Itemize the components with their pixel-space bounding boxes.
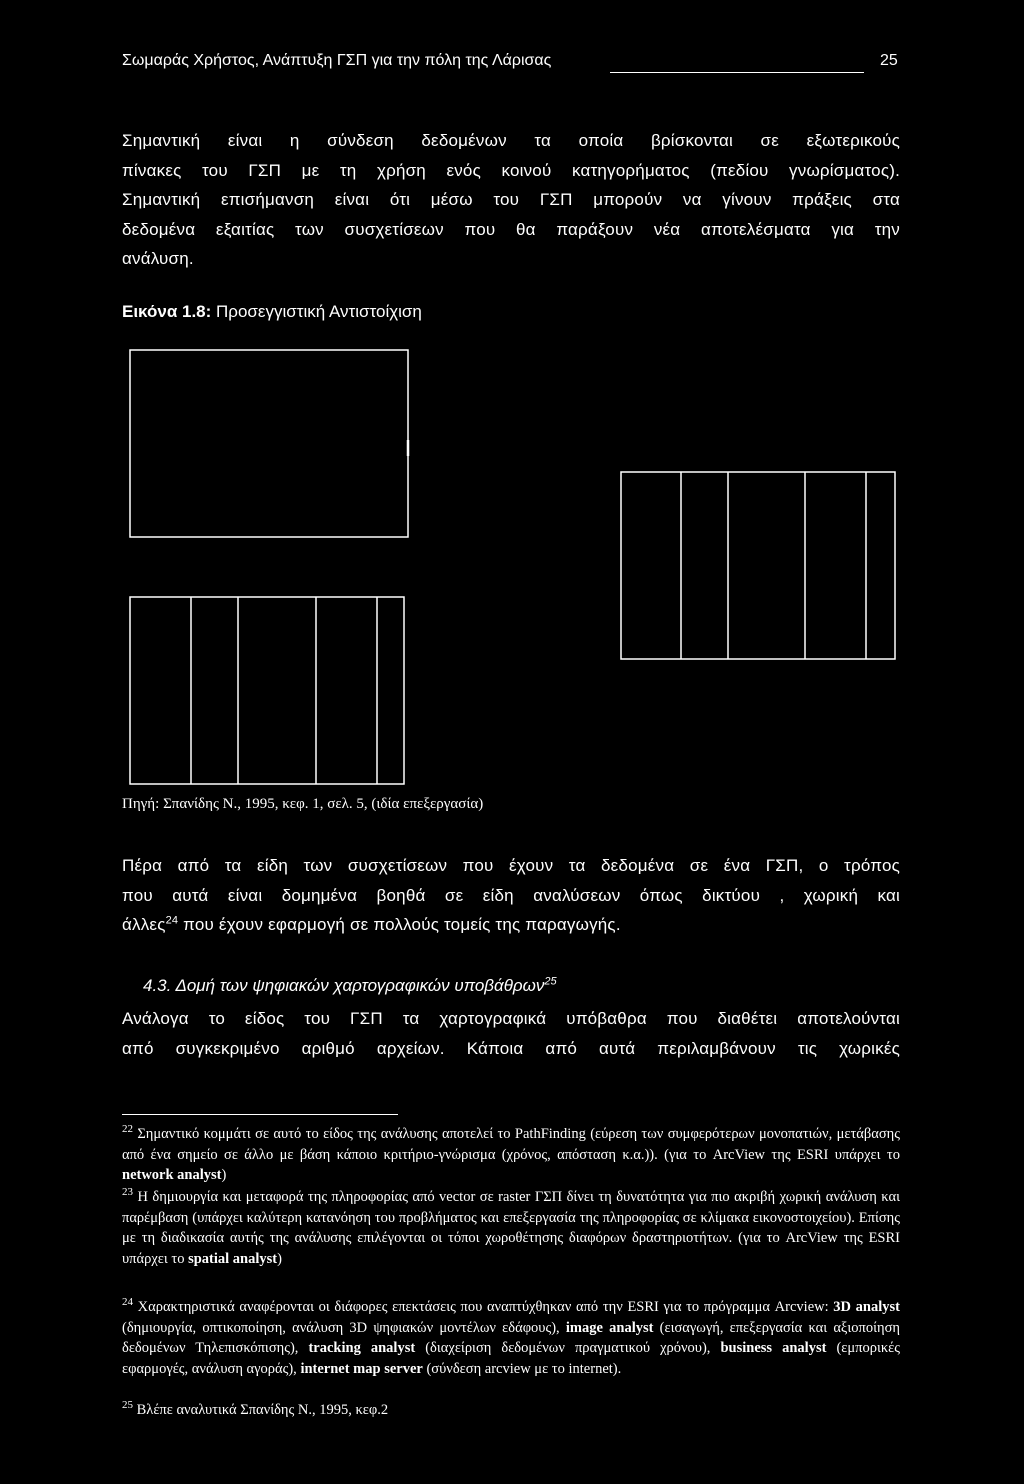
footnote-bold: tracking analyst bbox=[308, 1340, 416, 1357]
running-header: Σωμαράς Χρήστος, Ανάπτυξη ΓΣΠ για την πόλη της Λάρισας bbox=[122, 52, 552, 69]
paragraph-line: πίνακες του ΓΣΠ με τη χρήση ενός κοινού κατηγορήματος (πεδίου γνωρίσματος). bbox=[122, 160, 900, 180]
figure-source: Πηγή: Σπανίδης Ν., 1995, κεφ. 1, σελ. 5, (ιδία επεξεργασία) bbox=[122, 796, 484, 812]
footnote-text: (εισαγωγή, επεξεργασία και αξιοποίηση δεδομένων Τηλεπισκόπισης), bbox=[122, 1319, 900, 1357]
lower-left-rectangle bbox=[130, 597, 404, 784]
paragraph-line: που αυτά είναι δομημένα βοηθά σε είδη αναλύσεων όπως δικτύου , χωρική και bbox=[122, 885, 900, 905]
figure-caption-text: Προσεγγιστική Αντιστοίχιση bbox=[211, 302, 422, 321]
paragraph-line: Σημαντική είναι η σύνδεση δεδομένων τα οποία βρίσκονται σε εξωτερικούς bbox=[122, 131, 900, 150]
footnote-number: 23 bbox=[122, 1186, 133, 1199]
page-number: 25 bbox=[880, 52, 898, 69]
footnote-number: 24 bbox=[122, 1296, 133, 1309]
footnote-bold: 3D analyst bbox=[833, 1299, 900, 1315]
footnote-ref-25[interactable]: 25 bbox=[544, 975, 557, 988]
footnote-text: Σημαντικό κομμάτι σε αυτό το είδος της ανάλυσης αποτελεί το PathFinding (εύρεση των συμφερότερων μονοπατιών, μετάβασης από ένα σημείο σε άλλο με βάση κάποιο κριτήριο-γνώρισμα (χρόνος, απόσταση κ.α.)). (για το ArcView της ESRI υπάρχει το bbox=[122, 1126, 900, 1163]
paragraph-line: Πέρα από τα είδη των συσχετίσεων που έχουν τα δεδομένα σε ένα ΓΣΠ, ο τρόπος bbox=[122, 856, 900, 875]
footnote-text: ) bbox=[221, 1167, 227, 1184]
paragraph-line: Σημαντική επισήμανση είναι ότι μέσω του ΓΣΠ μπορούν να γίνουν πράξεις στα bbox=[122, 190, 900, 209]
figure-caption-label: Εικόνα 1.8: bbox=[122, 302, 212, 321]
paragraph-line: δεδομένα εξαιτίας των συσχετίσεων που θα παράξουν νέα αποτελέσματα για την bbox=[122, 219, 900, 239]
footnote-bold: image analyst bbox=[565, 1319, 654, 1336]
figure-caption bbox=[122, 302, 422, 322]
text-fragment: που έχουν εφαρμογή σε πολλούς τομείς της παραγωγής. bbox=[178, 915, 621, 934]
paragraph-line: ανάλυση. bbox=[122, 249, 194, 268]
footnote-number: 25 bbox=[122, 1399, 133, 1412]
paragraph-intro bbox=[122, 126, 900, 274]
footnote-24 bbox=[122, 1297, 900, 1379]
footnote-text: Η δημιουργία και μεταφορά της πληροφορίας από vector σε raster ΓΣΠ δίνει τη δυνατότητα για πιο ακριβή χωρική ανάλυση και παρέμβαση (υπάρχει καλύτερη κατανόηση του προβλήματος και επεξεργασία της πληροφορίας σε κλίμακα εικονοστοιχείου). Επίσης με τη διαδικασία αυτής της ανάλυσης επιλέγονται οι τόποι χωροθέτησης διαφόρων δραστηριοτήτων. (για το ArcView της ESRI υπάρχει το bbox=[122, 1189, 900, 1267]
text-fragment: άλλες bbox=[122, 915, 166, 934]
footnote-text: Βλέπε αναλυτικά Σπανίδης Ν., 1995, κεφ.2 bbox=[133, 1402, 389, 1418]
footnote-text: Χαρακτηριστικά αναφέρονται οι διάφορες επεκτάσεις που αναπτύχθηκαν από την ESRI για το πρόγραμμα Arcview: bbox=[133, 1299, 834, 1315]
footnote-bold: network analyst bbox=[122, 1167, 222, 1184]
paragraph-line bbox=[122, 910, 900, 940]
section-title: 4.3. Δομή των ψηφιακών χαρτογραφικών υποβάθρων bbox=[143, 976, 545, 995]
footnote-text: (εμπορικές εφαρμογές, ανάλυση αγοράς), bbox=[122, 1340, 901, 1377]
footnote-22 bbox=[122, 1124, 900, 1186]
footnote-text: (διαχείριση δεδομένων πραγματικού χρόνου), bbox=[415, 1340, 721, 1357]
paragraph-layers bbox=[122, 1004, 900, 1063]
right-rectangle bbox=[621, 472, 895, 659]
upper-left-rectangle bbox=[130, 350, 408, 537]
footnote-ref-24[interactable]: 24 bbox=[165, 914, 179, 927]
footnote-text: (σύνδεση arcview με το internet). bbox=[422, 1360, 622, 1377]
paragraph-line: Ανάλογα το είδος του ΓΣΠ τα χαρτογραφικά υπόβαθρα που διαθέτει αποτελούνται bbox=[122, 1009, 900, 1028]
footnote-bold: internet map server bbox=[300, 1360, 423, 1377]
footnote-number: 22 bbox=[122, 1123, 133, 1136]
footnote-bold: business analyst bbox=[720, 1340, 827, 1357]
footnote-text: ) bbox=[277, 1250, 282, 1267]
footnote-23 bbox=[122, 1187, 900, 1269]
section-heading bbox=[143, 976, 557, 996]
header-rule bbox=[610, 72, 864, 73]
footnote-text: (δημιουργία, οπτικοποίηση, ανάλυση 3D ψηφιακών μοντέλων εδάφους), bbox=[122, 1319, 566, 1336]
paragraph-analysis bbox=[122, 851, 900, 940]
footnote-25 bbox=[122, 1400, 900, 1421]
footnote-rule bbox=[122, 1114, 398, 1115]
paragraph-line: από συγκεκριμένο αριθμό αρχείων. Κάποια από αυτά περιλαμβάνουν τις χωρικές bbox=[122, 1038, 900, 1058]
footnote-bold: spatial analyst bbox=[188, 1250, 278, 1267]
